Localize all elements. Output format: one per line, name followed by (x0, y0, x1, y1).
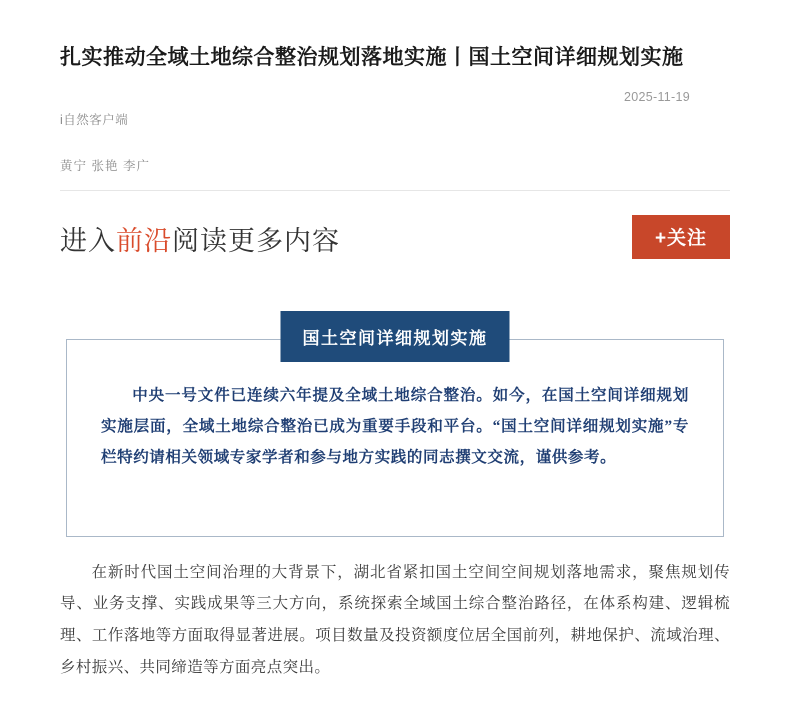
article-meta (60, 74, 730, 127)
page-title: 扎实推动全域土地综合整治规划落地实施丨国土空间详细规划实施 (60, 46, 684, 69)
callout-box (66, 339, 724, 537)
callout-block (60, 311, 730, 543)
follow-button[interactable]: +关注 (632, 215, 730, 259)
promo-suffix: 阅读更多内容 (172, 226, 340, 256)
promo-row (60, 191, 730, 287)
body-paragraph-1-text: 在新时代国土空间治理的大背景下，湖北省紧扣国土空间空间规划落地需求，聚焦规划传导、业务支撑、实践成果等三大方向，系统探索全域国土综合整治路径，在体系构建、逻辑梳理、工作落地等方面取得显著进展。项目数量及投资额度位居全国前列，耕地保护、流域治理、乡村振兴、共同缔造等方面亮点突出。 (60, 563, 730, 676)
promo-highlight: 前沿 (116, 226, 172, 256)
promo-prefix: 进入 (60, 226, 116, 256)
callout-text (67, 340, 723, 493)
callout-body: 中央一号文件已连续六年提及全域土地综合整治。如今，在国土空间详细规划实施层面，全域土地综合整治已成为重要手段和平台。“国土空间详细规划实施”专栏特约请相关领域专家学者和参与地方实践的同志撰文交流，谨供参考。 (101, 386, 689, 466)
body-paragraph-1 (60, 557, 730, 684)
author-list: 黄宁 张艳 李广 (60, 158, 150, 173)
publish-date: 2025-11-19 (623, 89, 690, 104)
promo-text (60, 219, 340, 258)
callout-tab-label: 国土空间详细规划实施 (281, 311, 510, 362)
source-label: i自然客户端 (60, 112, 129, 127)
